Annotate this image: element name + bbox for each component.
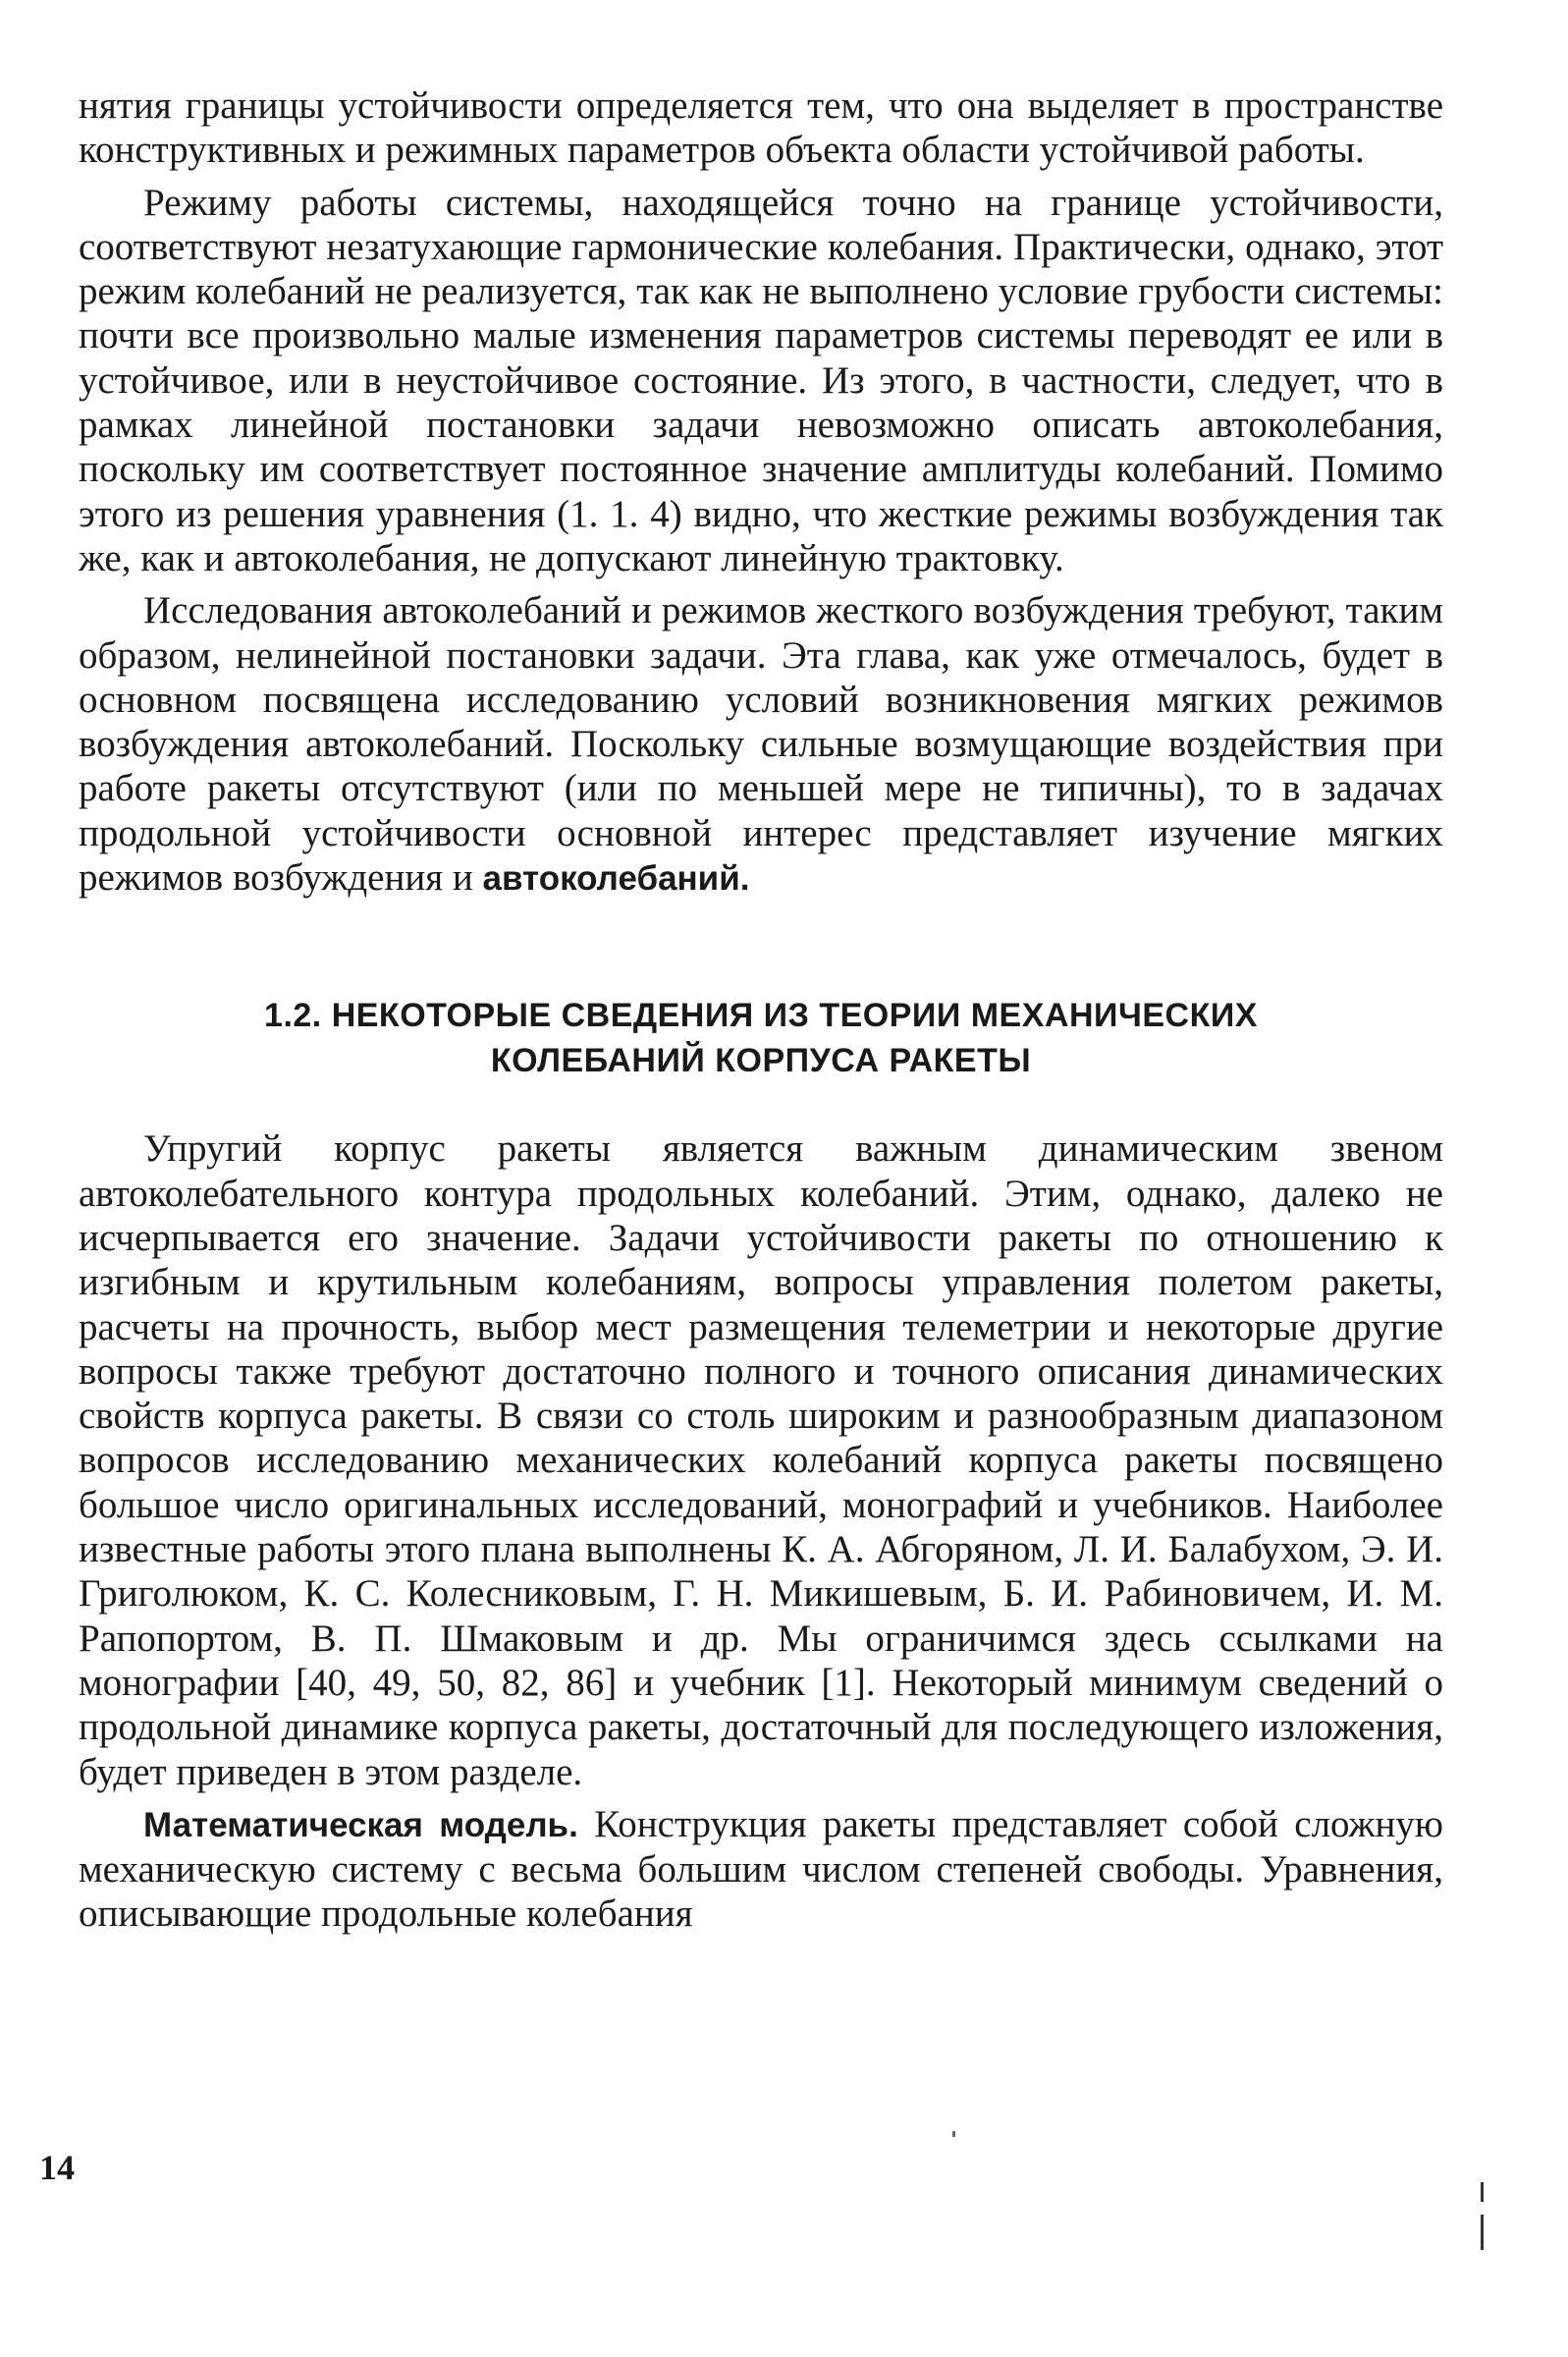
page-body: [79, 83, 1443, 1937]
paragraph-elastic-body: Упругий корпус ракеты является важным динамическим звеном автоколебательного контура продольных колебаний. Этим, однако, далеко не исчерпывается его значение. Задачи устойчивости ракеты по отношению к изгибным и крутильным колебаниям, вопросы управления полетом ракеты, расчеты на прочность, выбор мест размещения телеметрии и некоторые другие вопросы также требуют достаточно полного и точного описания динамических свойств корпуса ракеты. В связи со столь широким и разнообразным диапазоном вопросов исследованию механических колебаний корпуса ракеты посвящено большое число оригинальных исследований, монографий и учебников. Наиболее известные работы этого плана выполнены К. А. Абгоряном, Л. И. Балабухом, Э. И. Григолюком, К. С. Колесниковым, Г. Н. Микишевым, Б. И. Рабиновичем, И. М. Рапопортом, В. П. Шмаковым и др. Мы ограничимся здесь ссылками на монографии [40, 49, 50, 82, 86] и учебник [1]. Некоторый минимум сведений о продольной динамике корпуса ракеты, достаточный для последующего изложения, будет приведен в этом разделе.: [79, 1127, 1443, 1793]
page-number: 14: [39, 2148, 75, 2187]
section-heading-line-2: КОЛЕБАНИЙ КОРПУСА РАКЕТЫ: [490, 1042, 1032, 1080]
margin-mark-bottom: [1481, 2215, 1484, 2250]
paragraph-nonlinear-study-text: Исследования автоколебаний и режимов жесткого возбуждения требуют, таким образом, нелинейной постановки задачи. Эта глава, как уже отмечалось, будет в основном посвящена исследованию условий возникновения мягких режимов возбуждения автоколебаний. Поскольку сильные возмущающие воздействия при работе ракеты отсутствуют (или по меньшей мере не типичны), то в задачах продольной устойчивости основной интерес представляет изучение мягких режимов возбуждения и: [79, 589, 1443, 900]
paragraph-continuation: нятия границы устойчивости определяется тем, что она выделяет в пространстве конструктивных и режимных параметров объекта области устойчивой работы.: [79, 84, 1443, 172]
paragraph-boundary-regime: Режиму работы системы, находящейся точно на границе устойчивости, соответствуют незатухающие гармонические колебания. Практически, однако, этот режим колебаний не реализуется, так как не выполнено условие грубости системы: почти все произвольно малые изменения параметров системы переводят ее или в устойчивое, или в неустойчивое состояние. Из этого, в частности, следует, что в рамках линейной постановки задачи невозможно описать автоколебания, поскольку им соответствует постоянное значение амплитуды колебаний. Помимо этого из решения уравнения (1. 1. 4) видно, что жесткие режимы возбуждения так же, как и автоколебания, не допускают линейную трактовку.: [79, 181, 1443, 579]
margin-mark-top: [1481, 2182, 1484, 2202]
section-heading: [79, 993, 1443, 1083]
math-model-text: Конструкция ракеты представляет собой сложную механическую систему с весьма большим числом степеней свободы. Уравнения, описывающие продольные колебания: [79, 1802, 1444, 1936]
paragraph-nonlinear-study: [79, 588, 1443, 901]
scan-speck: [952, 2131, 955, 2137]
paragraph-math-model: [79, 1802, 1443, 1937]
section-heading-line-1: 1.2. НЕКОТОРЫЕ СВЕДЕНИЯ ИЗ ТЕОРИИ МЕХАНИЧЕСКИХ: [264, 997, 1258, 1035]
paragraph-nonlinear-study-bold-end: автоколебаний.: [482, 859, 750, 899]
math-model-run-in-heading: Математическая модель.: [143, 1805, 578, 1844]
